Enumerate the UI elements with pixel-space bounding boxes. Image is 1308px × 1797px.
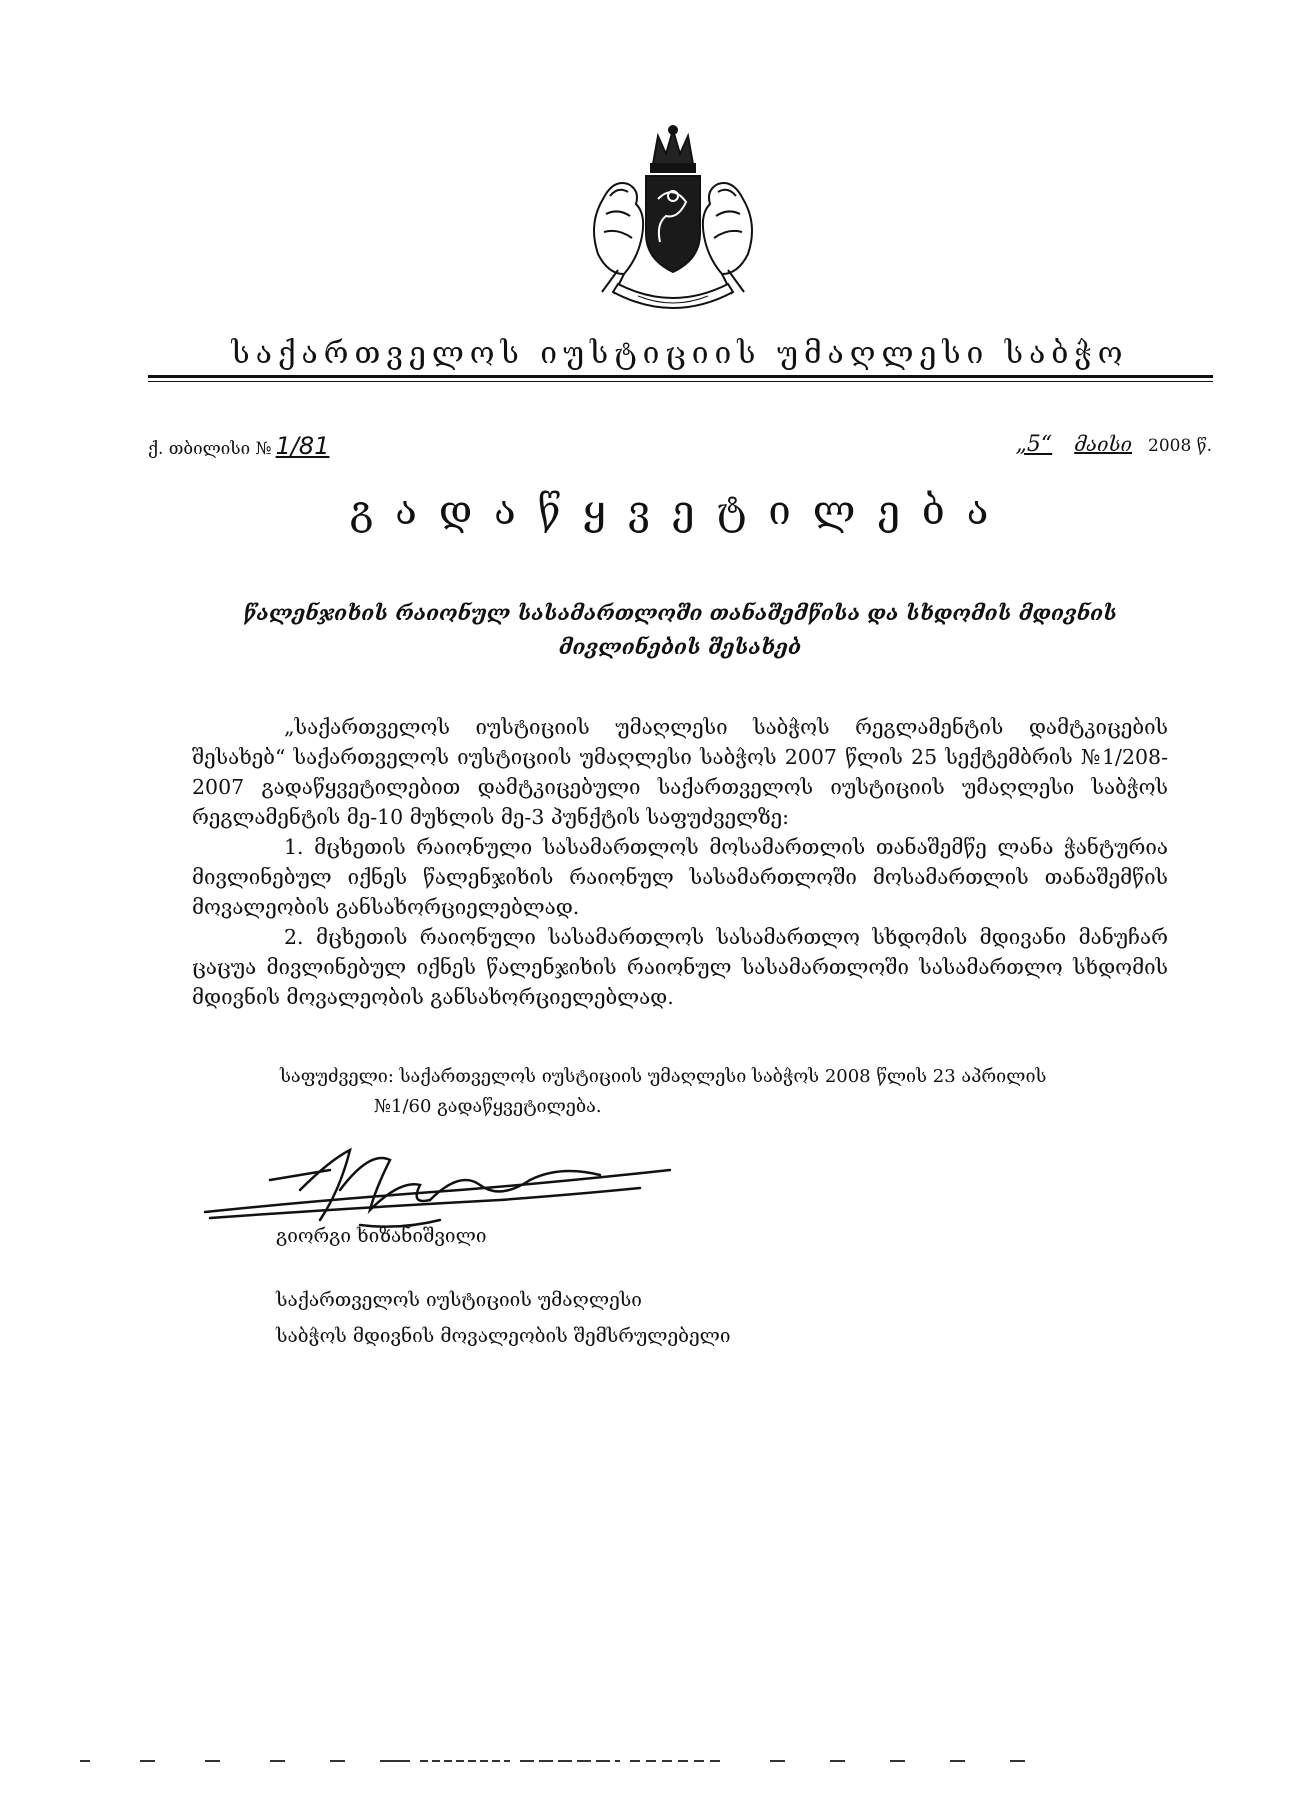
header-rule bbox=[148, 375, 1213, 378]
document-date bbox=[1010, 432, 1212, 457]
date-day: „5“ bbox=[1015, 432, 1053, 457]
position-line-2: საბჭოს მდივნის მოვალეობის შემსრულებელი bbox=[276, 1325, 731, 1347]
place-label: ქ. თბილისი № bbox=[148, 439, 272, 459]
scan-artifact-dashes bbox=[80, 1758, 1180, 1764]
basis-line-2: №1/60 გადაწყვეტილება. bbox=[374, 1096, 602, 1117]
document-number: 1/81 bbox=[275, 432, 330, 460]
coat-of-arms-emblem bbox=[558, 124, 788, 324]
header-rule-thin bbox=[148, 381, 1213, 382]
signer-name: გიორგი ხიზანიშვილი bbox=[276, 1225, 487, 1247]
document-title: გადაწყვეტილება bbox=[349, 488, 1011, 534]
position-line-1: საქართველოს იუსტიციის უმაღლესი bbox=[276, 1289, 642, 1311]
date-month: მაისი bbox=[1074, 432, 1133, 456]
body-intro: „საქართველოს იუსტიციის უმაღლესი საბჭოს რეგლამენტის დამტკიცების შესახებ“ საქართველოს იუსტიციის უმაღლესი საბჭოს 2007 წლის 25 სექტემბრის №1/208-2007 გადაწყვეტილებით დამტკიცებული საქართველოს იუსტიციის უმაღლესი საბჭოს რეგლამენტის მე-10 მუხლის მე-3 პუნქტის საფუძველზე: bbox=[192, 715, 1168, 829]
date-year: 2008 წ. bbox=[1148, 436, 1212, 456]
body-item-2: 2. მცხეთის რაიონული სასამართლოს სასამართლო სხდომის მდივანი მანუჩარ ცაცუა მივლინებულ იქნეს წალენჯიხის რაიონულ სასამართლოში სასამართლო სხდომის მდივნის მოვალეობის განსახორციელებლად. bbox=[192, 925, 1168, 1009]
basis-note bbox=[280, 1062, 1100, 1122]
document-body bbox=[192, 712, 1168, 1012]
signer-position bbox=[276, 1282, 731, 1354]
basis-line-1: საფუძველი: საქართველოს იუსტიციის უმაღლესი საბჭოს 2008 წლის 23 აპრილის bbox=[280, 1066, 1047, 1087]
institution-header: საქართველოს იუსტიციის უმაღლესი საბჭო bbox=[231, 336, 1129, 371]
subject-line-1: წალენჯიხის რაიონულ სასამართლოში თანაშემწისა და სხდომის მდივნის bbox=[243, 600, 1117, 625]
subject-line-2: მივლინების შესახებ bbox=[558, 634, 802, 659]
body-item-1: 1. მცხეთის რაიონული სასამართლოს მოსამართლის თანაშემწე ლანა ჭანტურია მივლინებულ იქნეს წალენჯიხის რაიონულ სასამართლოში მოსამართლის თანაშემწის მოვალეობის განსახორციელებლად. bbox=[192, 835, 1168, 919]
document-subject bbox=[240, 596, 1120, 664]
place-and-number bbox=[148, 432, 329, 460]
